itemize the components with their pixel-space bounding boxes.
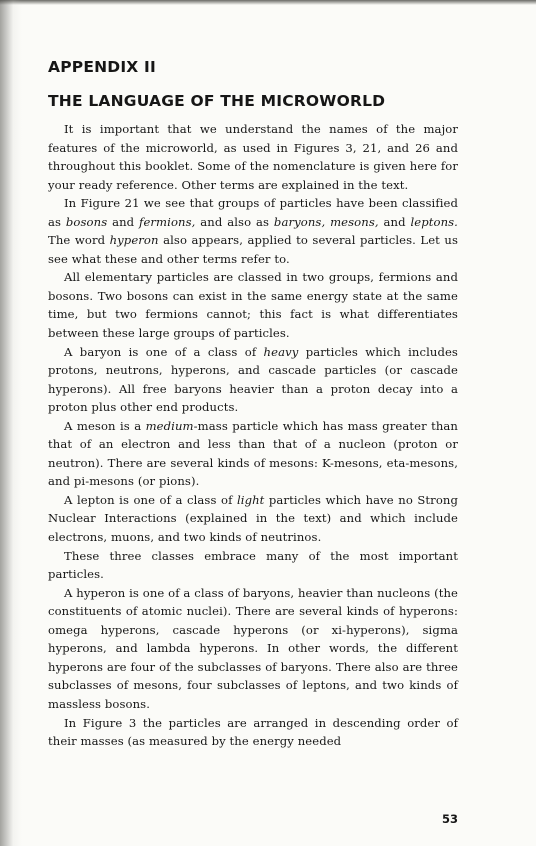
text-run: A lepton is one of a class of — [64, 492, 237, 507]
text-run: also appears, applied to several particles. Let us see what these and other terms refer to. — [48, 233, 459, 266]
text-run: It is important that we understand the names of the major features of the microworld, as used in Figures 3, 21, and 26 and throughout this booklet. Some of the nomenclature is given here for your ready reference. Other terms are explained in the text. — [48, 122, 458, 192]
text-run: In Figure 21 we see that groups of particles have been classified as — [48, 196, 458, 229]
text-run: A meson is a — [64, 418, 146, 433]
text-run: and also as — [195, 214, 274, 229]
text-run: These three classes embrace many of the most important particles. — [48, 548, 458, 582]
page-number: 53 — [442, 812, 459, 826]
text-run: particles which includes protons, neutrons, hyperons, and cascade particles (or cascade hyperons). All free baryons heavier than a proton decay into a proton plus other end products. — [48, 344, 458, 415]
italic-term: medium — [145, 418, 194, 433]
text-run: particles which have no Strong Nuclear Interactions (explained in the text) and which include electrons, muons, and two kinds of neutrinos. — [48, 492, 458, 545]
text-run: -mass particle which has mass greater than that of an electron and less than that of a nucleon (proton or neutron). There are several kinds of mesons: K-mesons, eta-mesons, and pi-mesons (or pions). — [48, 418, 458, 489]
italic-term: leptons. — [410, 214, 458, 229]
text-run: A hyperon is one of a class of baryons, heavier than nucleons (the constituents of atomic nuclei). There are several kinds of hyperons: omega hyperons, cascade hyperons (or xi-hyperons), sigma hyperons, and lambda hyperons. In other words, the different hyperons are four of the subclasses of baryons. There also are three subclasses of mesons, four subclasses of leptons, and two kinds of massless bosons. — [48, 585, 458, 711]
document-page — [48, 58, 458, 751]
text-run: A baryon is one of a class of — [64, 344, 264, 359]
body-text — [48, 120, 458, 751]
paragraph — [48, 417, 458, 491]
page-scan-edge-left — [0, 0, 22, 846]
text-run: All elementary particles are classed in two groups, fermions and bosons. Two bosons can exist in the same energy state at the same time, but two fermions cannot; this fact is what differentiates between these large groups of particles. — [48, 270, 458, 341]
paragraph — [48, 714, 458, 751]
text-run: and — [378, 214, 411, 229]
paragraph — [48, 194, 458, 268]
text-run: and — [107, 214, 140, 229]
paragraph — [48, 343, 458, 417]
paragraph — [48, 547, 458, 584]
italic-term: bosons — [65, 214, 108, 229]
italic-term: fermions, — [139, 214, 196, 229]
italic-term: heavy — [263, 344, 299, 359]
appendix-label: APPENDIX II — [48, 58, 156, 76]
italic-term: hyperon — [109, 233, 159, 248]
text-run: The word — [48, 233, 110, 248]
italic-term: baryons, mesons, — [273, 214, 379, 229]
paragraph — [48, 491, 458, 547]
paragraph — [48, 268, 458, 342]
paragraph — [48, 120, 458, 194]
paragraph — [48, 584, 458, 714]
italic-term: light — [236, 492, 265, 507]
page-scan-edge-top — [0, 0, 536, 5]
page-title: THE LANGUAGE OF THE MICROWORLD — [48, 92, 386, 110]
text-run: In Figure 3 the particles are arranged in descending order of their masses (as measured by the energy needed — [48, 715, 458, 749]
